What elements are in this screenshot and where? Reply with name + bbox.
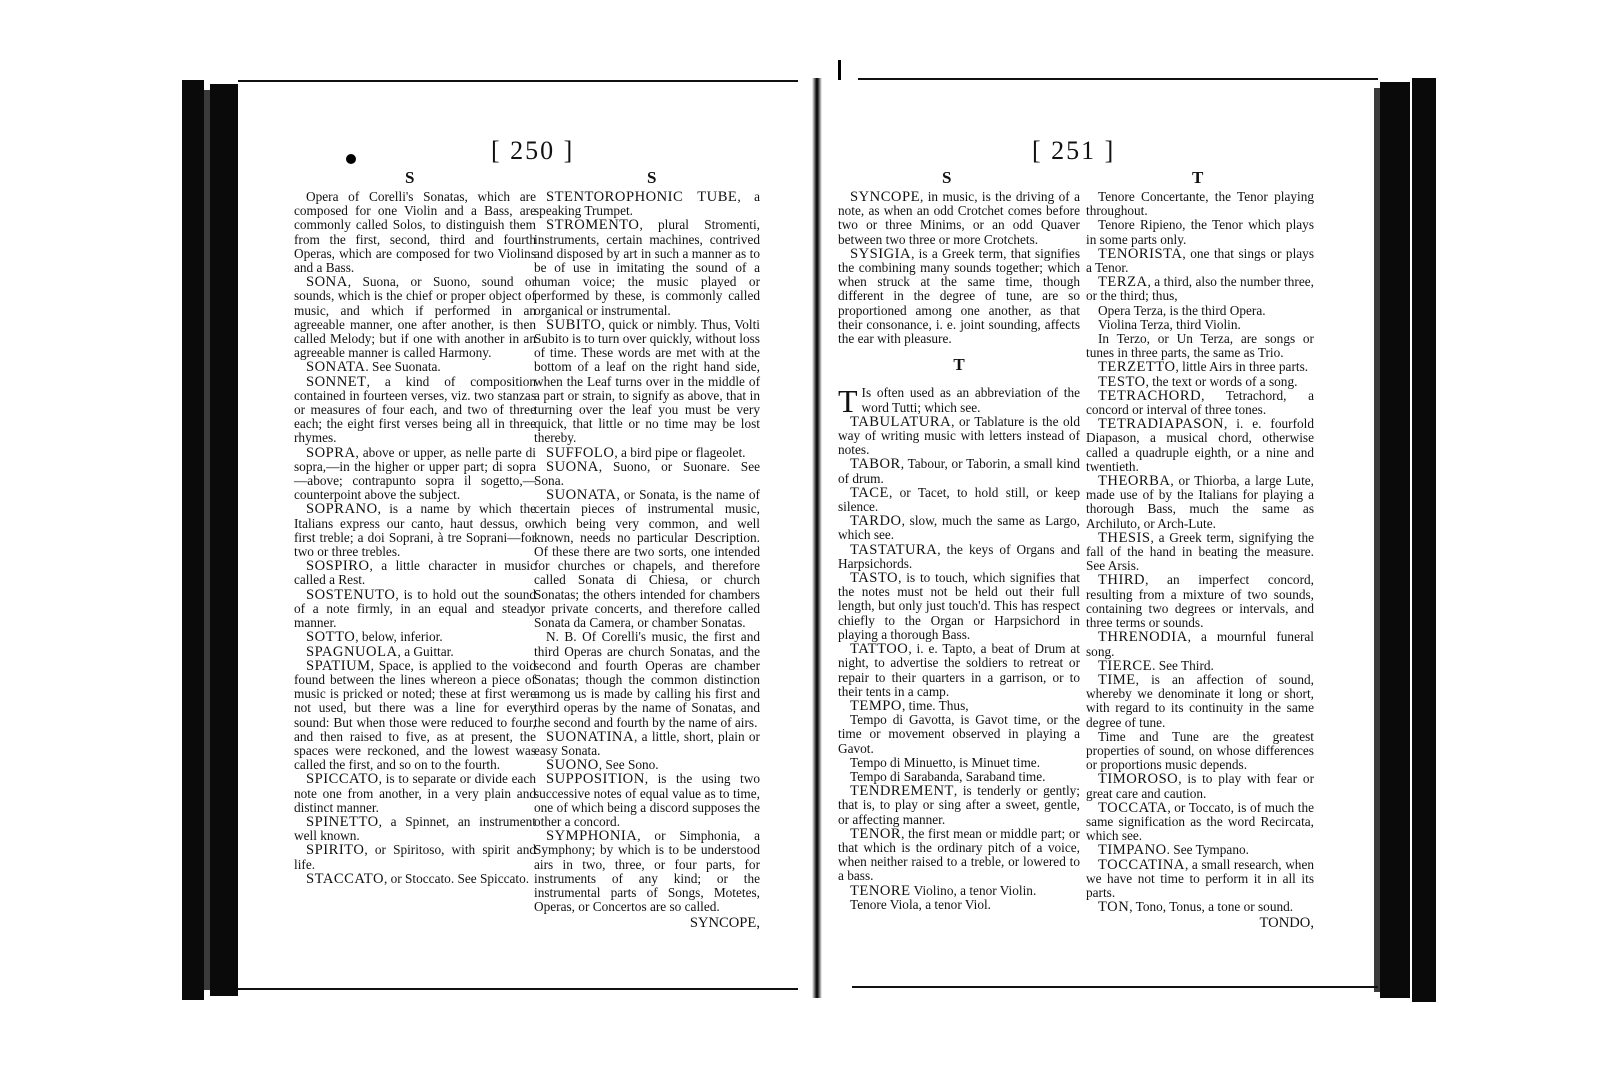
dictionary-entry: Tempo di Sarabanda, Saraband time. [850,768,1046,784]
dictionary-entry: SPIRITO, or Spiritoso, with spirit and life. [294,842,536,872]
head-word: TACE [850,484,889,501]
dictionary-entry: SYMPHONIA, or Simphonia, a Symphony; by which is to be understood airs in two, three, or four parts, for instruments of any kind; or the instrumental parts of Songs, Motetes, Operas, or Concertos are so called. [534,828,760,915]
running-head-left: S [942,168,952,187]
dictionary-entry: SUFFOLO, a bird pipe or flageolet. [546,444,746,461]
head-word: SUONATA [546,487,617,504]
head-word: TON [1098,899,1130,916]
head-word: STACCATO [306,870,384,887]
head-word: TENORISTA [1098,245,1183,262]
head-word: TARDO [850,513,902,530]
head-word: SPINETTO [306,813,379,830]
dictionary-entry: SUONA, Suono, or Suonare. See Sona. [534,458,760,489]
page-number: [ 250 ] [491,136,575,165]
head-word: SONNET [306,373,367,390]
head-word: TENDREMENT [850,783,954,800]
dictionary-entry: SOPRA, above or upper, as nelle parte di sopra,—in the higher or upper part; di sopra—above; contrapunto sopra il sogetto,—counterpoint above the subject. [294,444,536,503]
dictionary-entry: TIERCE. See Third. [1098,657,1214,674]
dictionary-entry: TIMPANO. See Tympano. [1098,842,1249,859]
head-word: SOTTO [306,629,356,646]
left-page-edge [210,84,238,996]
page-number: [ 251 ] [1032,136,1116,165]
head-word: SOPRA [306,444,356,461]
dropcap-entry [838,383,1080,420]
head-word: THIRD [1098,572,1146,589]
dropcap-letter: T [838,383,858,420]
dictionary-entry: Tempo di Gavotta, is Gavot time, or the time or movement observed in playing a Gavot. [838,712,1080,756]
dictionary-entry: TERZA, a third, also the number three, or the third; thus, [1086,274,1314,304]
dictionary-entry: Tenore Viola, a tenor Viol. [850,896,991,912]
head-word: SYNCOPE [850,189,920,205]
head-word: SPIRITO [306,842,365,859]
dictionary-entry: SUONATA, or Sonata, is the name of certain pieces of instrumental music, which being very common, and well known, needs no particular Description. Of these there are two sorts, one intended for churches or chapels, and therefore called Sonata di Chiesa, or church Sonatas; the others intended for chambers or private concerts, and therefore called Sonata da Camera, or chamber Sonatas. [534,487,760,631]
dictionary-entry: SUONATINA, a little, short, plain or easy Sonata. [534,728,760,758]
book-gutter [812,78,822,998]
head-word: TABOR [850,456,901,473]
head-word: SYSIGIA [850,245,912,262]
dictionary-entry: SOTTO, below, inferior. [306,629,443,646]
gutter-mark [838,60,841,80]
head-word: SUONA [546,458,599,475]
head-word: SOSTENUTO [306,586,396,603]
running-head-left: S [405,168,415,187]
head-word: SPATIUM [306,657,371,674]
dictionary-entry: Tenore Concertante, the Tenor playing throughout. [1086,189,1314,219]
head-word: SUBITO [546,316,602,333]
left-page-column-1 [294,190,536,886]
head-word: TIMOROSO [1098,771,1179,788]
running-head-right: S [647,168,657,187]
dictionary-entry: STROMENTO, plural Stromenti, instruments, certain machines, contrived and disposed by art in such a manner as to be of use in imitating the sound of a human voice; the music played or performed by these, is commonly called organical or instrumental. [534,217,760,318]
head-word: TASTO [850,570,899,587]
dictionary-entry: SPINETTO, a Spinnet, an instrument well known. [294,813,536,844]
head-word: TATTOO [850,641,909,658]
left-page-column-2 [534,190,760,931]
dictionary-entry: SOSPIRO, a little character in music called a Rest. [294,558,536,588]
head-word: TERZA [1098,274,1148,291]
dictionary-entry: N. B. Of Corelli's music, the first and third Operas are church Sonatas, and the second and fourth Operas are chamber Sonatas; though the common distinction among us is made by calling his first and third operas by the name of Sonatas, and the second and fourth by the name of airs. [534,629,760,730]
head-word: TENOR [850,825,902,842]
dictionary-entry: SYNCOPE, in music, is the driving of a note, as when an odd Crotchet comes before two or three Minims, or an odd Quaver between two three or more Crotchets. [838,189,1080,247]
head-word: TOCCATA [1098,799,1168,816]
dictionary-entry: Time and Tune are the greatest properties of sound, on whose differences or proportions music depends. [1086,728,1314,773]
head-word: TIME [1098,671,1136,688]
dictionary-entry: SPAGNUOLA, a Guittar. [306,643,454,660]
head-word: STROMENTO [546,217,640,234]
catchword: TONDO, [1259,915,1314,932]
head-word: THESIS [1098,529,1151,546]
head-word: SOPRANO [306,501,378,518]
head-word: TERZETTO [1098,359,1176,376]
dictionary-entry: TOCCATINA, a small research, when we have not time to perform it in all its parts. [1086,856,1314,900]
right-page-bottom-edge [852,986,1378,988]
dictionary-entry: Opera Terza, is the third Opera. [1098,302,1266,318]
dictionary-entry: SUPPOSITION, is the using two successive notes of equal value as to time, one of which being a discord supposes the other a concord. [534,771,760,829]
dictionary-entry: TETRADIAPASON, i. e. fourfold Diapason, a musical chord, otherwise called a quadruple eighth, or a nine and twentieth. [1086,416,1314,474]
right-page-edge [1380,82,1410,998]
head-word: TIERCE [1098,657,1153,674]
head-word: SUPPOSITION [546,771,645,788]
head-word: TOCCATINA [1098,856,1185,873]
left-binding-edge [182,80,204,1000]
head-word: SONATA [306,359,366,376]
dictionary-entry: THRENODIA, a mournful funeral song. [1086,629,1314,659]
dictionary-entry: SYSIGIA, is a Greek term, that signifies the combining many sounds together; which when struck at the same time, though different in the degree of tune, are so proportioned among one another, as that their consonance, i. e. joint sounding, affects the ear with pleasure. [838,245,1080,347]
dictionary-entry: TOCCATA, or Toccato, is of much the same signification as the word Recircata, which see. [1086,799,1314,844]
section-letter: T [953,355,965,375]
dictionary-entry: TACE, or Tacet, to hold still, or keep silence. [838,484,1080,515]
head-word: THEORBA [1098,473,1171,490]
dictionary-entry: TESTO, the text or words of a song. [1098,373,1298,390]
head-word: SONA [306,274,348,291]
head-word: SUONATINA [546,728,635,745]
dropcap-text: Is often used as an abbreviation of the word Tutti; which see. [861,385,1080,415]
head-word: THRENODIA [1098,629,1188,646]
dictionary-entry: TENORISTA, one that sings or plays a Tenor. [1086,245,1314,276]
left-page-bottom-edge [238,988,798,990]
dictionary-entry: TETRACHORD, Tetrachord, a concord or interval of three tones. [1086,387,1314,418]
head-word: TENORE [850,882,911,899]
head-word: TEMPO [850,697,902,714]
dictionary-entry: TATTOO, i. e. Tapto, a beat of Drum at night, to advertise the soldiers to retreat or repair to their quarters in a garrison, or to their tents in a camp. [838,641,1080,699]
dictionary-entry: STACCATO, or Stoccato. See Spiccato. [306,870,530,887]
dictionary-entry: SONATA. See Suonata. [306,359,441,376]
dictionary-entry: THIRD, an imperfect concord, resulting from a mixture of two sounds, containing two degrees or intervals, and three terms or sounds. [1086,572,1314,631]
dictionary-entry: TENOR, the first mean or middle part; or that which is the ordinary pitch of a voice, when neither raised to a treble, or lowered to a bass. [838,825,1080,884]
right-binding-stripe [1374,88,1380,992]
running-head-right: T [1192,168,1204,187]
head-word: STENTOROPHONIC TUBE [546,189,738,205]
left-page-top-edge [238,80,798,82]
dictionary-entry: TASTATURA, the keys of Organs and Harpsichords. [838,541,1080,571]
dictionary-entry: STENTOROPHONIC TUBE, a speaking Trumpet. [534,189,760,219]
dictionary-entry: SOSTENUTO, is to hold out the sound of a note firmly, in an equal and steady manner. [294,586,536,631]
dictionary-entry: TABULATURA, or Tablature is the old way of writing music with letters instead of notes. [838,413,1080,458]
right-page-column-2 [1086,190,1314,931]
dictionary-entry: THEORBA, or Thiorba, a large Lute, made use of by the Italians for playing a thorough Bass, much the same as Archiluto, or Arch-Lute. [1086,473,1314,531]
catchword: SYNCOPE, [689,915,760,932]
dictionary-entry: Tempo di Minuetto, is Minuet time. [850,754,1041,770]
head-word: TASTATURA [850,541,938,558]
dictionary-entry: SUONO, See Sono. [546,757,659,774]
dictionary-entry: Tenore Ripieno, the Tenor which plays in some parts only. [1086,217,1314,247]
dictionary-entry: TENORE Violino, a tenor Violin. [850,882,1037,899]
head-word: TABULATURA [850,413,952,430]
dictionary-entry: TIMOROSO, is to play with fear or great care and caution. [1086,771,1314,801]
dictionary-entry: Opera of Corelli's Sonatas, which are composed for one Violin and a Bass, are commonly called Solos, to distinguish them from the first, second, third and fourth Operas, which are composed for two Violins and a Bass. [294,189,536,276]
dictionary-entry: TASTO, is to touch, which signifies that the notes must not be held out their full length, but only just touch'd. This has respect chiefly to the Organ or Harpsichord in playing a thorough Bass. [838,570,1080,642]
dictionary-entry: TON, Tono, Tonus, a tone or sound. [1098,899,1294,916]
right-page-column-1 [838,190,1080,912]
head-word: SPICCATO [306,771,379,788]
ink-blot [346,154,356,164]
right-page-top-edge [858,78,1378,80]
head-word: TESTO [1098,373,1146,390]
head-word: TIMPANO [1098,842,1167,859]
head-word: SOSPIRO [306,558,370,575]
head-word: SUFFOLO [546,444,615,461]
dictionary-entry: SOPRANO, is a name by which the Italians express our canto, haut dessus, or first treble; a doi Soprani, à tre Soprani—for two or three trebles. [294,501,536,560]
dictionary-entry: TIME, is an affection of sound, whereby we denominate it long or short, with regard to its continuity in the same degree of tune. [1086,671,1314,730]
dictionary-entry: SPATIUM, Space, is applied to the void found between the lines whereon a piece of music is pricked or noted; these at first were not used, but there was a line for every sound: But when those were reduced to four, and then raised to five, as at present, the spaces were reckoned, and the lowest was called the first, and so on to the fourth. [294,657,536,773]
head-word: SPAGNUOLA [306,643,398,660]
head-word: TETRACHORD [1098,387,1202,404]
head-word: TETRADIAPASON [1098,416,1224,433]
dictionary-entry: Violina Terza, third Violin. [1098,316,1241,332]
dictionary-entry: TABOR, Tabour, or Taborin, a small kind of drum. [838,456,1080,486]
dictionary-entry: In Terzo, or Un Terza, are songs or tunes in three parts, the same as Trio. [1086,331,1314,361]
right-binding-edge [1412,78,1436,1002]
dictionary-entry: SONNET, a kind of composition contained in fourteen verses, viz. two stanzas or measures of four each, and two of three each; the eight first verses being all in three rhymes. [294,373,536,446]
dictionary-entry: TEMPO, time. Thus, [850,697,969,714]
dictionary-entry: SONA, Suona, or Suono, sound or sounds, which is the chief or proper object of music, and which if performed in an agreeable manner, one after another, is then called Melody; but if one with another in an agreeable manner is called Harmony. [294,274,536,361]
dictionary-entry: SPICCATO, is to separate or divide each note one from another, in a very plain and distinct manner. [294,771,536,815]
dictionary-entry: THESIS, a Greek term, signifying the fall of the hand in beating the measure. See Arsis. [1086,529,1314,574]
dictionary-entry: TERZETTO, little Airs in three parts. [1098,359,1309,376]
head-word: SUONO [546,757,599,774]
dictionary-entry: TENDREMENT, is tenderly or gently; that is, to play or sing after a sweet, gentle, or affecting manner. [838,783,1080,827]
dictionary-entry: TARDO, slow, much the same as Largo, which see. [838,513,1080,543]
dictionary-entry: SUBITO, quick or nimbly. Thus, Volti Subito is to turn over quickly, without loss of time. These words are met with at the bottom of a leaf on the right hand side, when the Leaf turns over in the middle of a part or strain, to signify as above, that in turning over the leaf you must be very quick, that little or no time may be lost thereby. [534,316,760,446]
head-word: SYMPHONIA [546,828,638,845]
